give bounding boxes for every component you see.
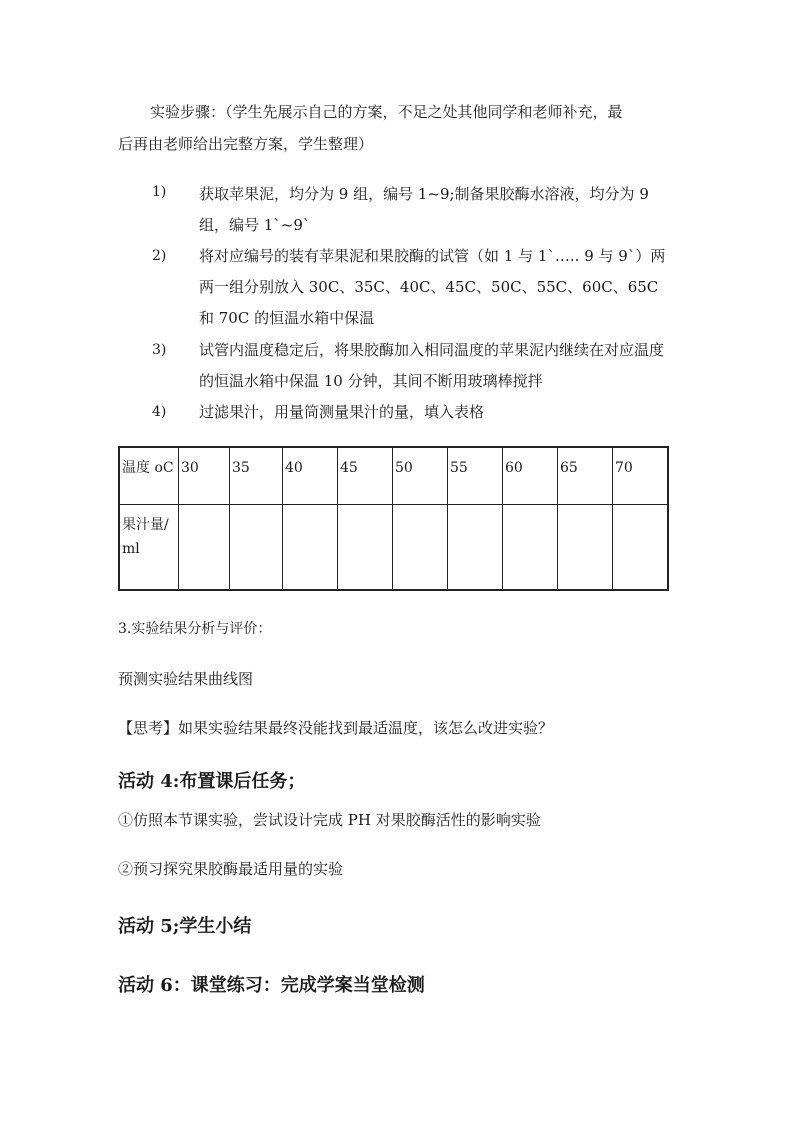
table-cell-temp: 55	[448, 447, 503, 505]
step-2-number: 2)	[152, 248, 167, 264]
think-question: 【思考】如果实验结果最终没能找到最适温度，该怎么改进实验？	[118, 719, 554, 737]
step-4-text: 过滤果汁，用量筒测量果汁的量，填入表格	[199, 403, 485, 421]
table-cell-temp: 70	[613, 447, 669, 505]
step-1-text: 获取苹果泥，均分为 9 组，编号 1~9;制备果胶酶水溶液，均分为 9 组，编号 1`~9`	[199, 185, 649, 234]
table-cell-temp: 65	[558, 447, 613, 505]
step-2-text: 将对应编号的装有苹果泥和果胶酶的试管（如 1 与 1`….. 9 与 9`）两两一组分别放入 30C、35C、40C、45C、50C、55C、60C、65C 和 70C 的恒温水箱中保温	[199, 247, 666, 327]
step-3-text: 试管内温度稳定后，将果胶酶加入相同温度的苹果泥内继续在对应温度的恒温水箱中保温 10 分钟，其间不断用玻璃棒搅拌	[199, 341, 665, 390]
table-cell-empty	[283, 505, 338, 591]
activity-4-heading: 活动 4:布置课后任务；	[118, 771, 306, 792]
temperature-juice-table	[118, 446, 669, 591]
table-cell-temp: 35	[230, 447, 283, 505]
table-cell-temp: 50	[393, 447, 448, 505]
step-3-number: 3)	[152, 342, 167, 358]
table-cell-temp: 60	[503, 447, 558, 505]
activity-4-item-2: ②预习探究果胶酶最适用量的实验	[118, 860, 344, 878]
table-row-temperature	[119, 447, 668, 505]
step-1-number: 1)	[152, 184, 167, 200]
table-cell-empty	[393, 505, 448, 591]
section-3-title: 3.实验结果分析与评价：	[118, 621, 272, 637]
table-cell-temp: 45	[338, 447, 393, 505]
table-cell-empty	[338, 505, 393, 591]
table-cell-empty	[558, 505, 613, 591]
table-cell-empty	[230, 505, 283, 591]
activity-6-heading: 活动 6：课堂练习：完成学案当堂检测	[118, 975, 425, 996]
intro-line-1: 实验步骤：（学生先展示自己的方案，不足之处其他同学和老师补充，最	[150, 103, 623, 121]
activity-4-item-1: ①仿照本节课实验，尝试设计完成 PH 对果胶酶活性的影响实验	[118, 811, 541, 829]
table-row-juice-volume	[119, 505, 668, 591]
table-cell-temp: 40	[283, 447, 338, 505]
predict-curve-text: 预测实验结果曲线图	[118, 670, 254, 688]
activity-5-heading: 活动 5;学生小结	[118, 916, 252, 937]
table-cell-empty	[179, 505, 230, 591]
table-cell-temp: 30	[179, 447, 230, 505]
table-cell-empty	[503, 505, 558, 591]
table-cell-empty	[613, 505, 669, 591]
table-header-temperature: 温度 oC	[119, 447, 179, 505]
table-cell-empty	[448, 505, 503, 591]
intro-line-2: 后再由老师给出完整方案，学生整理）	[118, 135, 374, 153]
table-header-juice-volume: 果汁量/ml	[119, 505, 179, 591]
step-4-number: 4)	[152, 404, 167, 420]
